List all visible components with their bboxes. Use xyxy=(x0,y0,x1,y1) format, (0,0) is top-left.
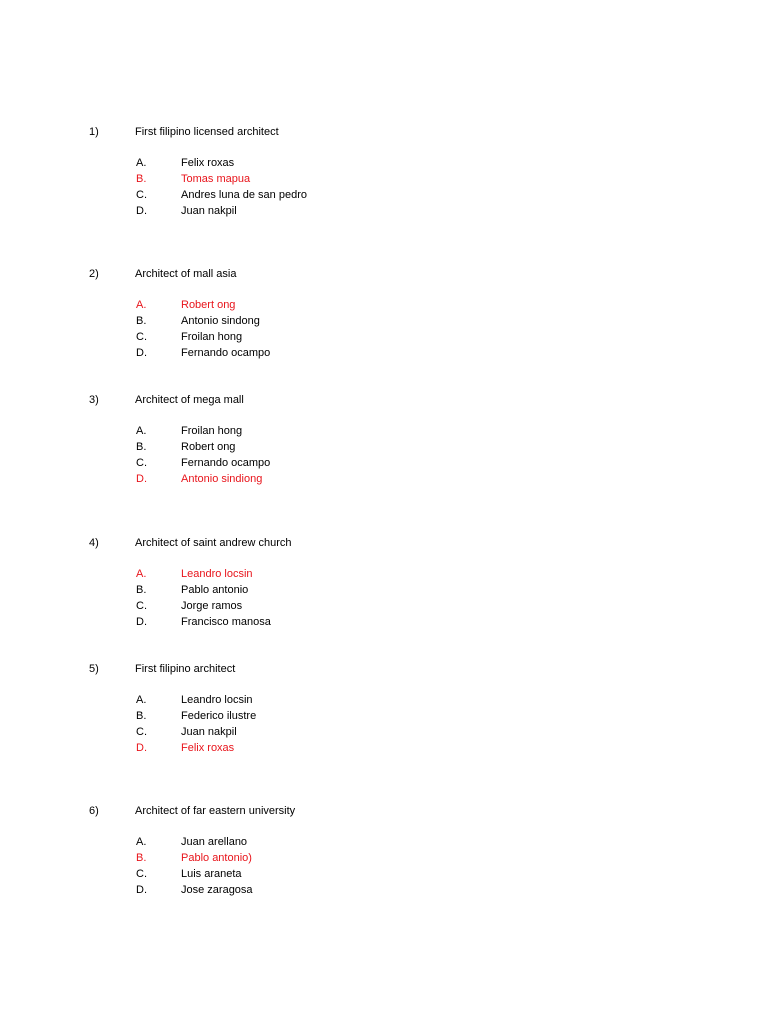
option-letter: B. xyxy=(136,710,147,722)
option-letter: C. xyxy=(136,457,147,469)
question-text: First filipino architect xyxy=(135,663,236,675)
option-a xyxy=(0,693,768,709)
option-c xyxy=(0,867,768,883)
option-text: Felix roxas xyxy=(181,742,235,754)
option-letter: A. xyxy=(136,694,147,706)
question-number: 3) xyxy=(89,394,99,406)
option-text: Juan arellano xyxy=(181,836,248,848)
option-text: Luis araneta xyxy=(181,868,242,880)
option-letter: D. xyxy=(136,473,147,485)
option-letter: B. xyxy=(136,441,147,453)
option-b xyxy=(0,583,768,599)
option-text: Antonio sindiong xyxy=(181,473,263,485)
option-letter: D. xyxy=(136,742,147,754)
option-d xyxy=(0,204,768,220)
option-letter: C. xyxy=(136,726,147,738)
option-d xyxy=(0,346,768,362)
option-text: Robert ong xyxy=(181,299,236,311)
option-letter: C. xyxy=(136,331,147,343)
option-text: Tomas mapua xyxy=(181,173,251,185)
option-letter: C. xyxy=(136,868,147,880)
option-b-correct-answer xyxy=(0,851,768,867)
option-letter: B. xyxy=(136,173,147,185)
option-text: Federico ilustre xyxy=(181,710,257,722)
option-letter: A. xyxy=(136,836,147,848)
option-c xyxy=(0,330,768,346)
option-a xyxy=(0,424,768,440)
option-text: Juan nakpil xyxy=(181,726,237,738)
option-text: Robert ong xyxy=(181,441,236,453)
option-text: Francisco manosa xyxy=(181,616,271,628)
question-text: Architect of mall asia xyxy=(135,268,237,280)
option-text: Andres luna de san pedro xyxy=(181,189,307,201)
option-text: Froilan hong xyxy=(181,425,243,437)
option-text: Antonio sindong xyxy=(181,315,260,327)
option-a-correct-answer xyxy=(0,298,768,314)
option-d-correct-answer xyxy=(0,741,768,757)
option-text: Leandro locsin xyxy=(181,568,253,580)
option-letter: D. xyxy=(136,347,147,359)
option-d xyxy=(0,615,768,631)
question-number: 1) xyxy=(89,126,99,138)
question-text: Architect of far eastern university xyxy=(135,805,296,817)
option-letter: A. xyxy=(136,299,147,311)
option-text: Pablo antonio xyxy=(181,584,249,596)
option-letter: D. xyxy=(136,884,147,896)
option-a-correct-answer xyxy=(0,567,768,583)
options-list xyxy=(0,693,768,757)
options-list xyxy=(0,567,768,631)
option-text: Felix roxas xyxy=(181,157,235,169)
option-text: Leandro locsin xyxy=(181,694,253,706)
option-c xyxy=(0,599,768,615)
option-letter: C. xyxy=(136,189,147,201)
option-letter: A. xyxy=(136,425,147,437)
option-letter: A. xyxy=(136,157,147,169)
option-letter: A. xyxy=(136,568,147,580)
option-b xyxy=(0,440,768,456)
question-number: 6) xyxy=(89,805,99,817)
option-letter: D. xyxy=(136,205,147,217)
option-letter: D. xyxy=(136,616,147,628)
option-b xyxy=(0,709,768,725)
option-c xyxy=(0,188,768,204)
option-letter: B. xyxy=(136,852,147,864)
option-c xyxy=(0,456,768,472)
option-letter: C. xyxy=(136,600,147,612)
question-number: 5) xyxy=(89,663,99,675)
options-list xyxy=(0,298,768,362)
question-text: Architect of saint andrew church xyxy=(135,537,292,549)
question-text: First filipino licensed architect xyxy=(135,126,279,138)
options-list xyxy=(0,424,768,488)
option-d xyxy=(0,883,768,899)
option-b xyxy=(0,314,768,330)
options-list xyxy=(0,835,768,899)
option-letter: B. xyxy=(136,315,147,327)
question-number: 4) xyxy=(89,537,99,549)
option-d-correct-answer xyxy=(0,472,768,488)
option-text: Froilan hong xyxy=(181,331,243,343)
option-c xyxy=(0,725,768,741)
option-text: Pablo antonio) xyxy=(181,852,252,864)
option-a xyxy=(0,835,768,851)
option-letter: B. xyxy=(136,584,147,596)
option-b-correct-answer xyxy=(0,172,768,188)
question-number: 2) xyxy=(89,268,99,280)
option-text: Juan nakpil xyxy=(181,205,237,217)
option-a xyxy=(0,156,768,172)
option-text: Fernando ocampo xyxy=(181,347,271,359)
option-text: Jorge ramos xyxy=(181,600,243,612)
question-text: Architect of mega mall xyxy=(135,394,244,406)
option-text: Jose zaragosa xyxy=(181,884,253,896)
options-list xyxy=(0,156,768,220)
option-text: Fernando ocampo xyxy=(181,457,271,469)
